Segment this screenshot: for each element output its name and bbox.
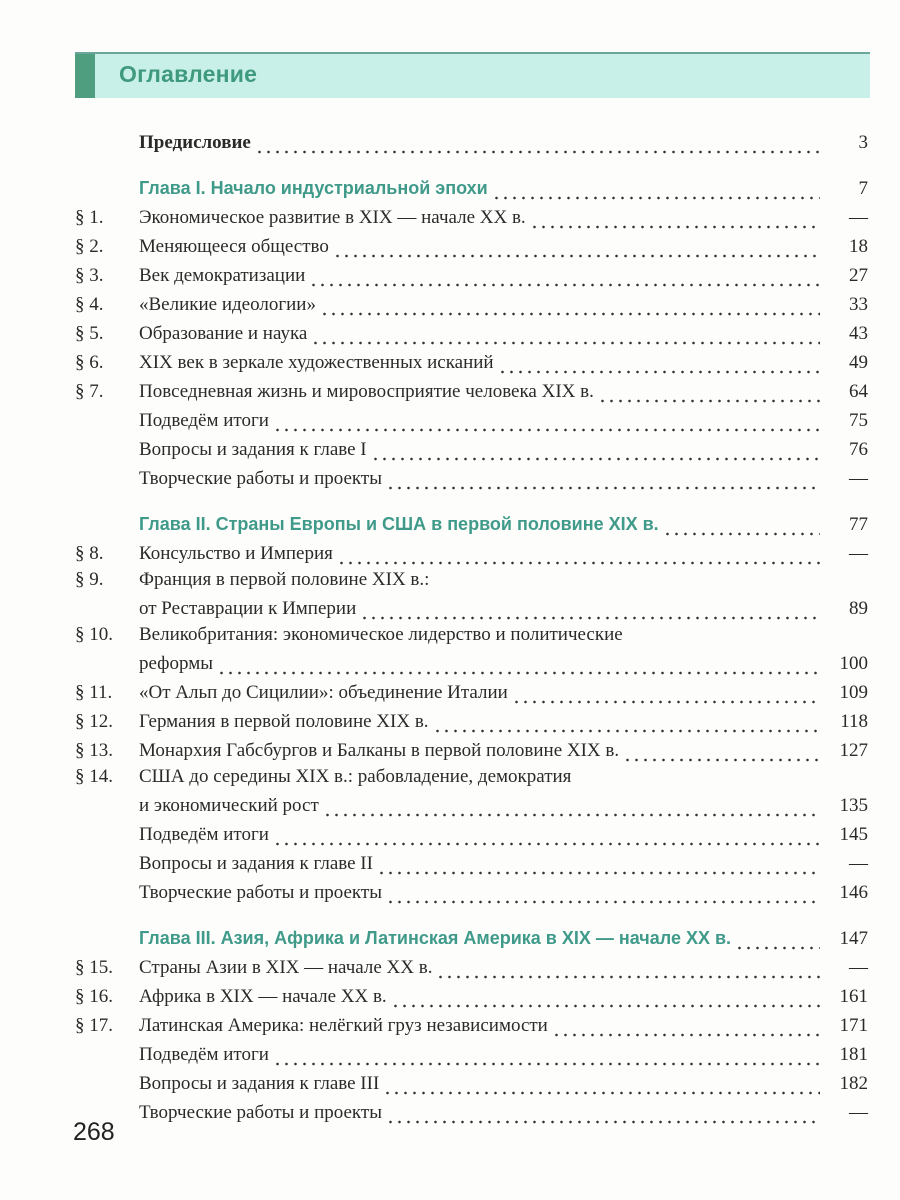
entry-page: 27	[849, 265, 868, 286]
dot-leader	[623, 736, 820, 765]
section-number: § 10.	[75, 624, 113, 645]
toc-entry-extra[interactable]	[75, 1069, 868, 1098]
toc-entry-para[interactable]	[75, 377, 868, 406]
entry-page: 181	[839, 1044, 868, 1065]
entry-page: 7	[858, 178, 868, 199]
toc-line	[75, 849, 868, 878]
section-number: § 16.	[75, 986, 113, 1007]
entry-page: —	[849, 468, 868, 489]
dot-leader	[436, 953, 820, 982]
entry-page: 43	[849, 323, 868, 344]
entry-page: 89	[849, 598, 868, 619]
dot-leader	[598, 377, 820, 406]
dot-leader	[386, 1098, 820, 1127]
entry-title: и экономический рост	[139, 795, 319, 816]
toc-line	[75, 261, 868, 290]
entry-title: «От Альп до Сицилии»: объединение Италии	[139, 682, 508, 703]
entry-page: 77	[849, 514, 868, 535]
toc-entry-para[interactable]	[75, 1011, 868, 1040]
dot-leader	[311, 319, 820, 348]
toc-entry-para[interactable]	[75, 290, 868, 319]
dot-leader	[371, 435, 820, 464]
entry-title: Монархия Габсбургов и Балканы в первой половине XIX в.	[139, 740, 620, 761]
toc-entry-extra[interactable]	[75, 1098, 868, 1127]
section-number: § 13.	[75, 740, 113, 761]
dot-leader	[663, 510, 820, 539]
entry-title: Латинская Америка: нелёгкий груз независимости	[139, 1015, 548, 1036]
toc-entry-para[interactable]	[75, 232, 868, 261]
toc-entry-chapter[interactable]	[75, 924, 868, 953]
entry-title: Германия в первой половине XIX в.	[139, 711, 429, 732]
entry-title: Экономическое развитие в XIX — начале XX в.	[139, 207, 526, 228]
toc-line	[75, 464, 868, 493]
toc-line	[75, 1040, 868, 1069]
page-title: Оглавление	[119, 61, 258, 87]
entry-page: 147	[839, 928, 868, 949]
entry-page: —	[849, 207, 868, 228]
toc-entry-para[interactable]	[75, 953, 868, 982]
toc-line	[75, 510, 868, 539]
toc-line	[75, 623, 868, 649]
entry-page: 75	[849, 410, 868, 431]
toc-entry-para[interactable]	[75, 203, 868, 232]
dot-leader	[360, 594, 820, 623]
toc-entry-intro[interactable]	[75, 128, 868, 157]
toc-entry-chapter[interactable]	[75, 510, 868, 539]
section-number: § 1.	[75, 207, 104, 228]
toc-entry-para[interactable]	[75, 348, 868, 377]
toc-line	[75, 539, 868, 568]
entry-page: 64	[849, 381, 868, 402]
dot-leader	[217, 649, 820, 678]
section-number: § 2.	[75, 236, 104, 257]
entry-page: —	[849, 543, 868, 564]
toc-line	[75, 232, 868, 261]
toc-entry-extra[interactable]	[75, 406, 868, 435]
section-number: § 9.	[75, 569, 104, 590]
section-number: § 8.	[75, 543, 104, 564]
toc-entry-para[interactable]	[75, 623, 868, 678]
dot-leader	[735, 924, 820, 953]
toc-line	[75, 707, 868, 736]
section-number: § 12.	[75, 711, 113, 732]
entry-title: Век демократизации	[139, 265, 306, 286]
dot-leader	[323, 791, 820, 820]
toc-line	[75, 736, 868, 765]
dot-leader	[492, 174, 820, 203]
entry-title: Консульство и Империя	[139, 543, 333, 564]
entry-page: —	[849, 853, 868, 874]
entry-title: США до середины XIX в.: рабовладение, демократия	[139, 766, 572, 787]
entry-title: Глава III. Азия, Африка и Латинская Америка в XIX — начале XX в.	[139, 928, 732, 948]
section-number: § 17.	[75, 1015, 113, 1036]
toc-line	[75, 1098, 868, 1127]
toc-line	[75, 377, 868, 406]
entry-title: Страны Азии в XIX — начале XX в.	[139, 957, 433, 978]
entry-title: Подведём итоги	[139, 410, 269, 431]
section-number: § 4.	[75, 294, 104, 315]
entry-page: 76	[849, 439, 868, 460]
toc-entry-extra[interactable]	[75, 820, 868, 849]
dot-leader	[433, 707, 820, 736]
section-number: § 15.	[75, 957, 113, 978]
entry-title: от Реставрации к Империи	[139, 598, 357, 619]
entry-title: Творческие работы и проекты	[139, 1102, 382, 1123]
toc-entry-extra[interactable]	[75, 1040, 868, 1069]
entry-title: Вопросы и задания к главе III	[139, 1073, 380, 1094]
toc-entry-extra[interactable]	[75, 849, 868, 878]
entry-title: Глава II. Страны Европы и США в первой половине XIX в.	[139, 514, 659, 534]
toc-line	[75, 435, 868, 464]
entry-title: XIX век в зеркале художественных исканий	[139, 352, 494, 373]
entry-title: Образование и наука	[139, 323, 308, 344]
dot-leader	[386, 464, 820, 493]
entry-page: —	[849, 1102, 868, 1123]
toc-entry-extra[interactable]	[75, 878, 868, 907]
section-number: § 5.	[75, 323, 104, 344]
entry-page: —	[849, 957, 868, 978]
entry-page: 18	[849, 236, 868, 257]
dot-leader	[512, 678, 820, 707]
dot-leader	[320, 290, 820, 319]
toc-line	[75, 878, 868, 907]
toc-line	[75, 348, 868, 377]
toc-line	[75, 319, 868, 348]
toc-line	[75, 924, 868, 953]
header-accent-strip	[75, 54, 95, 98]
entry-page: 171	[839, 1015, 868, 1036]
dot-leader	[273, 406, 820, 435]
entry-page: 146	[839, 882, 868, 903]
toc-entry-chapter[interactable]	[75, 174, 868, 203]
entry-page: 145	[839, 824, 868, 845]
toc-entry-para[interactable]	[75, 678, 868, 707]
dot-leader	[386, 878, 820, 907]
entry-title: Подведём итоги	[139, 824, 269, 845]
entry-title: Творческие работы и проекты	[139, 468, 382, 489]
entry-page: 118	[840, 711, 868, 732]
toc-line	[75, 203, 868, 232]
toc-line	[75, 290, 868, 319]
section-number: § 3.	[75, 265, 104, 286]
toc-line	[75, 982, 868, 1011]
dot-leader	[377, 849, 820, 878]
dot-leader	[273, 1040, 820, 1069]
entry-title: Франция в первой половине XIX в.:	[139, 569, 430, 590]
toc-entry-para[interactable]	[75, 765, 868, 820]
toc-line	[75, 1011, 868, 1040]
toc-line	[75, 594, 868, 623]
toc-line	[75, 765, 868, 791]
toc-line	[75, 649, 868, 678]
toc-entry-para[interactable]	[75, 568, 868, 623]
entry-title: Вопросы и задания к главе I	[139, 439, 367, 460]
dot-leader	[333, 232, 820, 261]
toc-line	[75, 406, 868, 435]
section-number: § 11.	[75, 682, 113, 703]
dot-leader	[273, 820, 820, 849]
entry-page: 33	[849, 294, 868, 315]
entry-title: Повседневная жизнь и мировосприятие человека XIX в.	[139, 381, 594, 402]
toc-entry-extra[interactable]	[75, 435, 868, 464]
entry-title: Меняющееся общество	[139, 236, 329, 257]
entry-title: Великобритания: экономическое лидерство и политические	[139, 624, 623, 645]
toc-line	[75, 678, 868, 707]
toc-line	[75, 791, 868, 820]
entry-page: 161	[839, 986, 868, 1007]
section-number: § 14.	[75, 766, 113, 787]
dot-leader	[255, 128, 820, 157]
toc-line	[75, 820, 868, 849]
toc-line	[75, 568, 868, 594]
entry-title: Подведём итоги	[139, 1044, 269, 1065]
toc-entry-extra[interactable]	[75, 464, 868, 493]
entry-page: 135	[839, 795, 868, 816]
entry-title: реформы	[139, 653, 213, 674]
entry-title: Вопросы и задания к главе II	[139, 853, 373, 874]
entry-title: Творческие работы и проекты	[139, 882, 382, 903]
dot-leader	[391, 982, 820, 1011]
entry-page: 109	[839, 682, 868, 703]
dot-leader	[498, 348, 820, 377]
toc-entry-para[interactable]	[75, 736, 868, 765]
toc-line	[75, 1069, 868, 1098]
dot-leader	[337, 539, 820, 568]
toc-line	[75, 128, 868, 157]
entry-title: Африка в XIX — начале XX в.	[139, 986, 387, 1007]
toc-header-band	[75, 52, 870, 98]
toc-line	[75, 953, 868, 982]
toc-entry-para[interactable]	[75, 982, 868, 1011]
section-number: § 6.	[75, 352, 104, 373]
toc-entry-para[interactable]	[75, 707, 868, 736]
table-of-contents	[75, 128, 868, 1127]
entry-page: 100	[839, 653, 868, 674]
dot-leader	[383, 1069, 820, 1098]
dot-leader	[552, 1011, 820, 1040]
dot-leader	[309, 261, 820, 290]
toc-entry-para[interactable]	[75, 539, 868, 568]
section-number: § 7.	[75, 381, 104, 402]
entry-page: 127	[839, 740, 868, 761]
entry-page: 49	[849, 352, 868, 373]
page-number: 268	[73, 1118, 115, 1146]
entry-title: Глава I. Начало индустриальной эпохи	[139, 178, 488, 198]
toc-line	[75, 174, 868, 203]
toc-entry-para[interactable]	[75, 319, 868, 348]
entry-title: Предисловие	[139, 132, 251, 153]
entry-page: 3	[858, 132, 868, 153]
entry-title: «Великие идеологии»	[139, 294, 316, 315]
dot-leader	[530, 203, 820, 232]
entry-page: 182	[839, 1073, 868, 1094]
toc-entry-para[interactable]	[75, 261, 868, 290]
